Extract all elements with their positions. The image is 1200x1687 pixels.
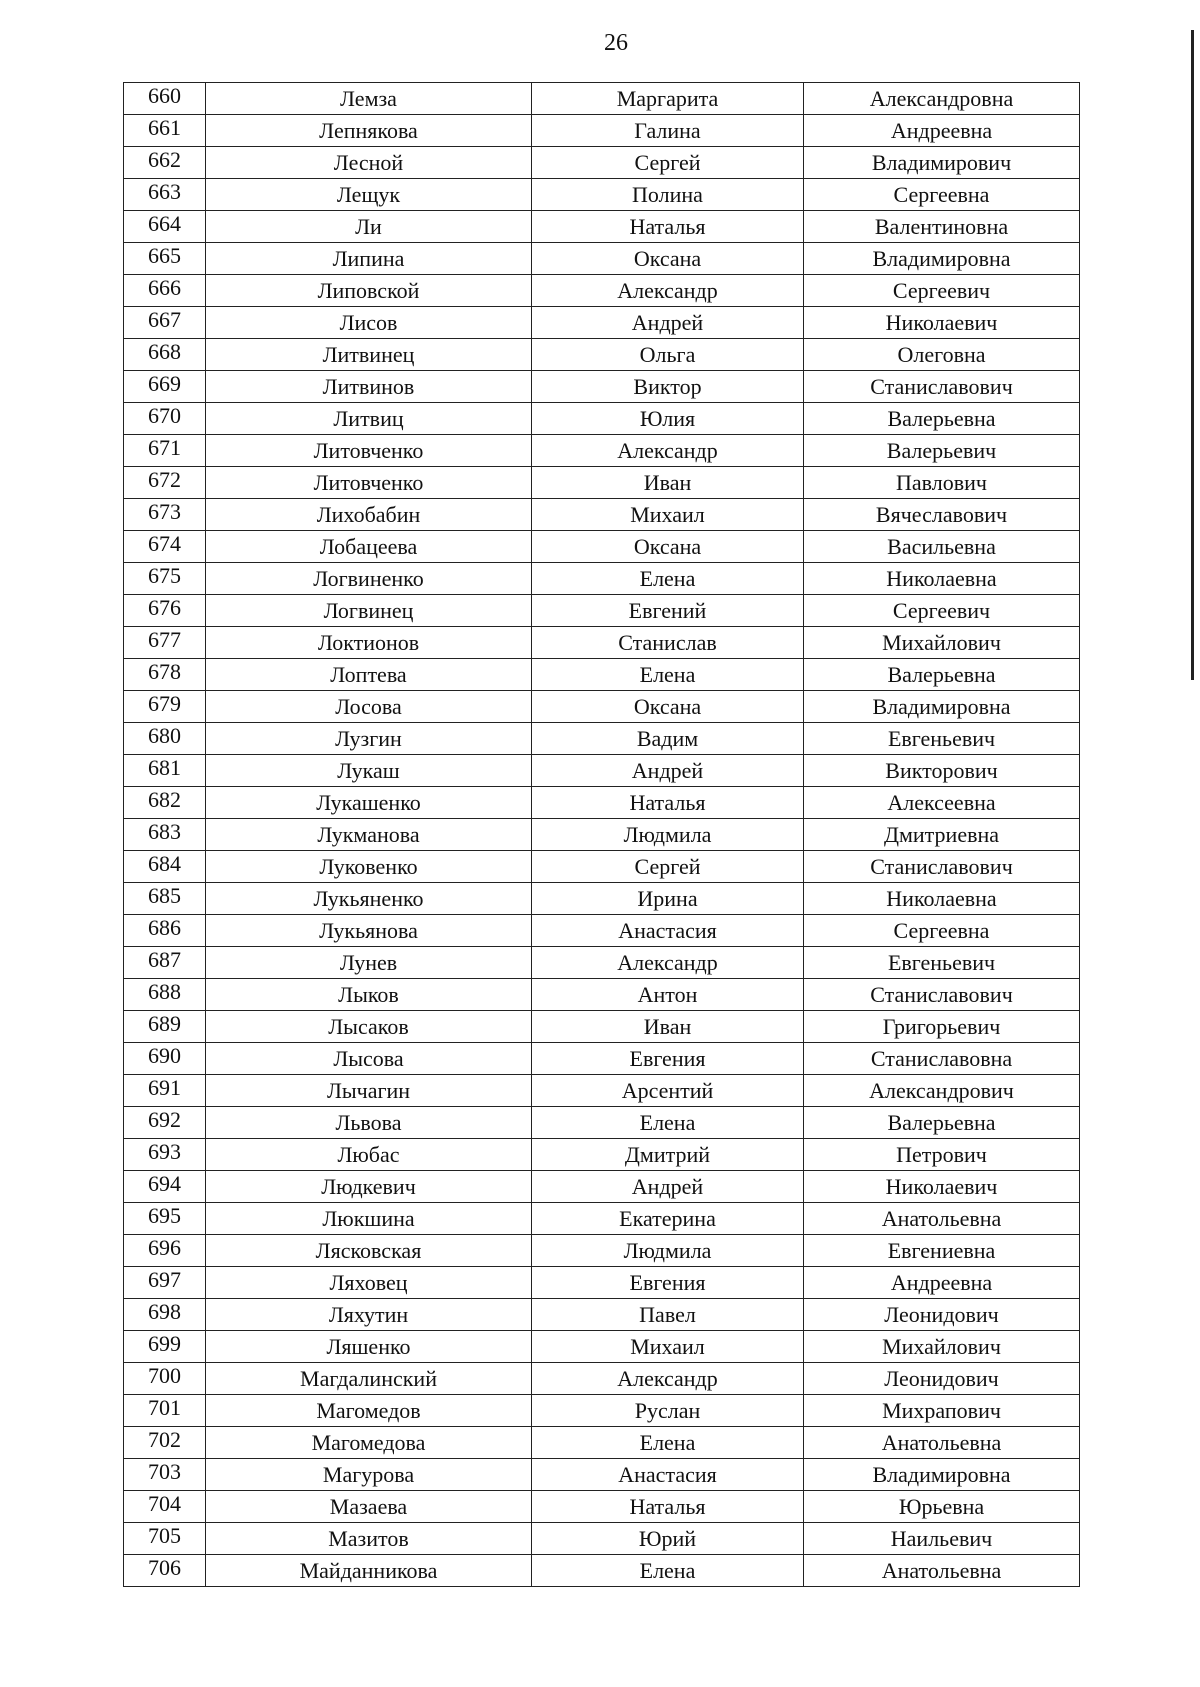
table-row [124, 883, 1080, 915]
page-number: 26 [604, 30, 628, 56]
row-number-cell: 698 [124, 1299, 206, 1331]
patronymic-cell: Олеговна [804, 339, 1080, 371]
surname-cell: Людкевич [206, 1171, 532, 1203]
surname-cell: Липовской [206, 275, 532, 307]
table-row [124, 723, 1080, 755]
row-number-cell: 662 [124, 147, 206, 179]
row-number-cell: 674 [124, 531, 206, 563]
first-name-cell: Людмила [532, 819, 804, 851]
row-number-cell: 693 [124, 1139, 206, 1171]
surname-cell: Лисов [206, 307, 532, 339]
first-name-cell: Екатерина [532, 1203, 804, 1235]
surname-cell: Майданникова [206, 1555, 532, 1587]
surname-cell: Лихобабин [206, 499, 532, 531]
surname-cell: Львова [206, 1107, 532, 1139]
surname-cell: Магдалинский [206, 1363, 532, 1395]
table-row [124, 563, 1080, 595]
first-name-cell: Руслан [532, 1395, 804, 1427]
patronymic-cell: Валерьевна [804, 403, 1080, 435]
first-name-cell: Александр [532, 1363, 804, 1395]
patronymic-cell: Евгеньевич [804, 723, 1080, 755]
table-row [124, 787, 1080, 819]
row-number-cell: 661 [124, 115, 206, 147]
first-name-cell: Михаил [532, 499, 804, 531]
surname-cell: Лукашенко [206, 787, 532, 819]
row-number-cell: 683 [124, 819, 206, 851]
first-name-cell: Евгений [532, 595, 804, 627]
row-number-cell: 702 [124, 1427, 206, 1459]
row-number-cell: 682 [124, 787, 206, 819]
table-row [124, 1107, 1080, 1139]
patronymic-cell: Васильевна [804, 531, 1080, 563]
patronymic-cell: Александрович [804, 1075, 1080, 1107]
surname-cell: Лемза [206, 83, 532, 115]
first-name-cell: Андрей [532, 755, 804, 787]
table-row [124, 1523, 1080, 1555]
surname-cell: Лысаков [206, 1011, 532, 1043]
surname-cell: Ляшенко [206, 1331, 532, 1363]
patronymic-cell: Юрьевна [804, 1491, 1080, 1523]
row-number-cell: 686 [124, 915, 206, 947]
table-row [124, 595, 1080, 627]
surname-cell: Магомедова [206, 1427, 532, 1459]
row-number-cell: 668 [124, 339, 206, 371]
patronymic-cell: Валерьевна [804, 1107, 1080, 1139]
patronymic-cell: Николаевна [804, 563, 1080, 595]
surname-cell: Люкшина [206, 1203, 532, 1235]
table-row [124, 339, 1080, 371]
first-name-cell: Андрей [532, 307, 804, 339]
table-row [124, 243, 1080, 275]
surname-cell: Логвинец [206, 595, 532, 627]
first-name-cell: Антон [532, 979, 804, 1011]
patronymic-cell: Владимировна [804, 691, 1080, 723]
patronymic-cell: Викторович [804, 755, 1080, 787]
patronymic-cell: Владимирович [804, 147, 1080, 179]
table-row [124, 915, 1080, 947]
table-row [124, 755, 1080, 787]
surname-cell: Магомедов [206, 1395, 532, 1427]
table-row [124, 627, 1080, 659]
surname-cell: Лукаш [206, 755, 532, 787]
surname-cell: Лясковская [206, 1235, 532, 1267]
surname-cell: Лузгин [206, 723, 532, 755]
table-row [124, 307, 1080, 339]
table-row [124, 1299, 1080, 1331]
first-name-cell: Станислав [532, 627, 804, 659]
patronymic-cell: Дмитриевна [804, 819, 1080, 851]
surname-cell: Лукьяненко [206, 883, 532, 915]
first-name-cell: Елена [532, 659, 804, 691]
row-number-cell: 691 [124, 1075, 206, 1107]
table-row [124, 1331, 1080, 1363]
table-row [124, 275, 1080, 307]
row-number-cell: 701 [124, 1395, 206, 1427]
table-row [124, 531, 1080, 563]
surname-cell: Лыков [206, 979, 532, 1011]
first-name-cell: Иван [532, 467, 804, 499]
patronymic-cell: Анатольевна [804, 1427, 1080, 1459]
first-name-cell: Иван [532, 1011, 804, 1043]
table-row [124, 979, 1080, 1011]
surname-cell: Литовченко [206, 467, 532, 499]
first-name-cell: Оксана [532, 691, 804, 723]
row-number-cell: 664 [124, 211, 206, 243]
table-row [124, 691, 1080, 723]
surname-cell: Лесной [206, 147, 532, 179]
table-row [124, 147, 1080, 179]
row-number-cell: 687 [124, 947, 206, 979]
row-number-cell: 684 [124, 851, 206, 883]
row-number-cell: 688 [124, 979, 206, 1011]
row-number-cell: 669 [124, 371, 206, 403]
surname-cell: Любас [206, 1139, 532, 1171]
patronymic-cell: Станиславович [804, 851, 1080, 883]
first-name-cell: Анастасия [532, 915, 804, 947]
person-list-table [123, 82, 1080, 1587]
row-number-cell: 660 [124, 83, 206, 115]
table-row [124, 211, 1080, 243]
surname-cell: Литвинов [206, 371, 532, 403]
patronymic-cell: Андреевна [804, 1267, 1080, 1299]
row-number-cell: 679 [124, 691, 206, 723]
first-name-cell: Евгения [532, 1043, 804, 1075]
scan-edge-line [1191, 30, 1194, 680]
table-row [124, 1459, 1080, 1491]
first-name-cell: Александр [532, 275, 804, 307]
surname-cell: Ли [206, 211, 532, 243]
patronymic-cell: Алексеевна [804, 787, 1080, 819]
row-number-cell: 670 [124, 403, 206, 435]
table-row [124, 1491, 1080, 1523]
row-number-cell: 685 [124, 883, 206, 915]
first-name-cell: Дмитрий [532, 1139, 804, 1171]
first-name-cell: Евгения [532, 1267, 804, 1299]
patronymic-cell: Михрапович [804, 1395, 1080, 1427]
surname-cell: Ляховец [206, 1267, 532, 1299]
row-number-cell: 694 [124, 1171, 206, 1203]
surname-cell: Лепнякова [206, 115, 532, 147]
patronymic-cell: Евгениевна [804, 1235, 1080, 1267]
patronymic-cell: Станиславович [804, 979, 1080, 1011]
row-number-cell: 689 [124, 1011, 206, 1043]
table-row [124, 1011, 1080, 1043]
first-name-cell: Елена [532, 1427, 804, 1459]
surname-cell: Лукьянова [206, 915, 532, 947]
first-name-cell: Виктор [532, 371, 804, 403]
patronymic-cell: Валерьевич [804, 435, 1080, 467]
patronymic-cell: Николаевич [804, 307, 1080, 339]
first-name-cell: Ольга [532, 339, 804, 371]
surname-cell: Лысова [206, 1043, 532, 1075]
table-row [124, 1555, 1080, 1587]
row-number-cell: 704 [124, 1491, 206, 1523]
first-name-cell: Елена [532, 1555, 804, 1587]
row-number-cell: 675 [124, 563, 206, 595]
table-row [124, 851, 1080, 883]
patronymic-cell: Николаевич [804, 1171, 1080, 1203]
first-name-cell: Наталья [532, 787, 804, 819]
patronymic-cell: Валентиновна [804, 211, 1080, 243]
surname-cell: Ляхутин [206, 1299, 532, 1331]
patronymic-cell: Михайлович [804, 1331, 1080, 1363]
person-list-body [124, 83, 1080, 1587]
row-number-cell: 665 [124, 243, 206, 275]
table-row [124, 499, 1080, 531]
row-number-cell: 700 [124, 1363, 206, 1395]
row-number-cell: 677 [124, 627, 206, 659]
row-number-cell: 666 [124, 275, 206, 307]
patronymic-cell: Владимировна [804, 243, 1080, 275]
table-row [124, 1235, 1080, 1267]
surname-cell: Мазитов [206, 1523, 532, 1555]
first-name-cell: Елена [532, 1107, 804, 1139]
first-name-cell: Галина [532, 115, 804, 147]
surname-cell: Литовченко [206, 435, 532, 467]
row-number-cell: 696 [124, 1235, 206, 1267]
first-name-cell: Людмила [532, 1235, 804, 1267]
first-name-cell: Ирина [532, 883, 804, 915]
row-number-cell: 706 [124, 1555, 206, 1587]
table-row [124, 1395, 1080, 1427]
surname-cell: Лещук [206, 179, 532, 211]
first-name-cell: Анастасия [532, 1459, 804, 1491]
first-name-cell: Оксана [532, 531, 804, 563]
row-number-cell: 676 [124, 595, 206, 627]
table-row [124, 435, 1080, 467]
row-number-cell: 680 [124, 723, 206, 755]
first-name-cell: Павел [532, 1299, 804, 1331]
first-name-cell: Наталья [532, 1491, 804, 1523]
first-name-cell: Елена [532, 563, 804, 595]
patronymic-cell: Станиславович [804, 371, 1080, 403]
patronymic-cell: Евгеньевич [804, 947, 1080, 979]
patronymic-cell: Григорьевич [804, 1011, 1080, 1043]
patronymic-cell: Сергеевич [804, 595, 1080, 627]
row-number-cell: 667 [124, 307, 206, 339]
surname-cell: Лунев [206, 947, 532, 979]
patronymic-cell: Сергеевна [804, 179, 1080, 211]
patronymic-cell: Александровна [804, 83, 1080, 115]
table-row [124, 179, 1080, 211]
first-name-cell: Александр [532, 947, 804, 979]
row-number-cell: 663 [124, 179, 206, 211]
first-name-cell: Сергей [532, 851, 804, 883]
surname-cell: Лычагин [206, 1075, 532, 1107]
table-row [124, 83, 1080, 115]
patronymic-cell: Валерьевна [804, 659, 1080, 691]
patronymic-cell: Михайлович [804, 627, 1080, 659]
surname-cell: Литвинец [206, 339, 532, 371]
surname-cell: Лоптева [206, 659, 532, 691]
surname-cell: Локтионов [206, 627, 532, 659]
table-row [124, 1075, 1080, 1107]
row-number-cell: 705 [124, 1523, 206, 1555]
patronymic-cell: Андреевна [804, 115, 1080, 147]
patronymic-cell: Павлович [804, 467, 1080, 499]
first-name-cell: Арсентий [532, 1075, 804, 1107]
row-number-cell: 692 [124, 1107, 206, 1139]
surname-cell: Магурова [206, 1459, 532, 1491]
first-name-cell: Наталья [532, 211, 804, 243]
row-number-cell: 697 [124, 1267, 206, 1299]
first-name-cell: Оксана [532, 243, 804, 275]
table-row [124, 1427, 1080, 1459]
table-row [124, 403, 1080, 435]
patronymic-cell: Станиславовна [804, 1043, 1080, 1075]
row-number-cell: 703 [124, 1459, 206, 1491]
surname-cell: Мазаева [206, 1491, 532, 1523]
first-name-cell: Михаил [532, 1331, 804, 1363]
table-row [124, 1171, 1080, 1203]
row-number-cell: 673 [124, 499, 206, 531]
patronymic-cell: Леонидович [804, 1299, 1080, 1331]
row-number-cell: 690 [124, 1043, 206, 1075]
patronymic-cell: Сергеевич [804, 275, 1080, 307]
surname-cell: Литвиц [206, 403, 532, 435]
surname-cell: Лосова [206, 691, 532, 723]
table-row [124, 467, 1080, 499]
patronymic-cell: Петрович [804, 1139, 1080, 1171]
table-row [124, 1363, 1080, 1395]
table-row [124, 1203, 1080, 1235]
row-number-cell: 695 [124, 1203, 206, 1235]
patronymic-cell: Сергеевна [804, 915, 1080, 947]
patronymic-cell: Анатольевна [804, 1555, 1080, 1587]
first-name-cell: Сергей [532, 147, 804, 179]
surname-cell: Луковенко [206, 851, 532, 883]
patronymic-cell: Наильевич [804, 1523, 1080, 1555]
surname-cell: Липина [206, 243, 532, 275]
surname-cell: Лобацеева [206, 531, 532, 563]
row-number-cell: 699 [124, 1331, 206, 1363]
patronymic-cell: Анатольевна [804, 1203, 1080, 1235]
surname-cell: Лукманова [206, 819, 532, 851]
patronymic-cell: Леонидович [804, 1363, 1080, 1395]
first-name-cell: Маргарита [532, 83, 804, 115]
table-row [124, 371, 1080, 403]
patronymic-cell: Владимировна [804, 1459, 1080, 1491]
table-row [124, 1043, 1080, 1075]
first-name-cell: Александр [532, 435, 804, 467]
first-name-cell: Юлия [532, 403, 804, 435]
row-number-cell: 672 [124, 467, 206, 499]
patronymic-cell: Вячеславович [804, 499, 1080, 531]
table-row [124, 819, 1080, 851]
table-row [124, 1139, 1080, 1171]
first-name-cell: Юрий [532, 1523, 804, 1555]
table-row [124, 1267, 1080, 1299]
row-number-cell: 681 [124, 755, 206, 787]
first-name-cell: Вадим [532, 723, 804, 755]
table-row [124, 659, 1080, 691]
table-row [124, 115, 1080, 147]
first-name-cell: Полина [532, 179, 804, 211]
first-name-cell: Андрей [532, 1171, 804, 1203]
row-number-cell: 678 [124, 659, 206, 691]
row-number-cell: 671 [124, 435, 206, 467]
patronymic-cell: Николаевна [804, 883, 1080, 915]
table-row [124, 947, 1080, 979]
surname-cell: Логвиненко [206, 563, 532, 595]
